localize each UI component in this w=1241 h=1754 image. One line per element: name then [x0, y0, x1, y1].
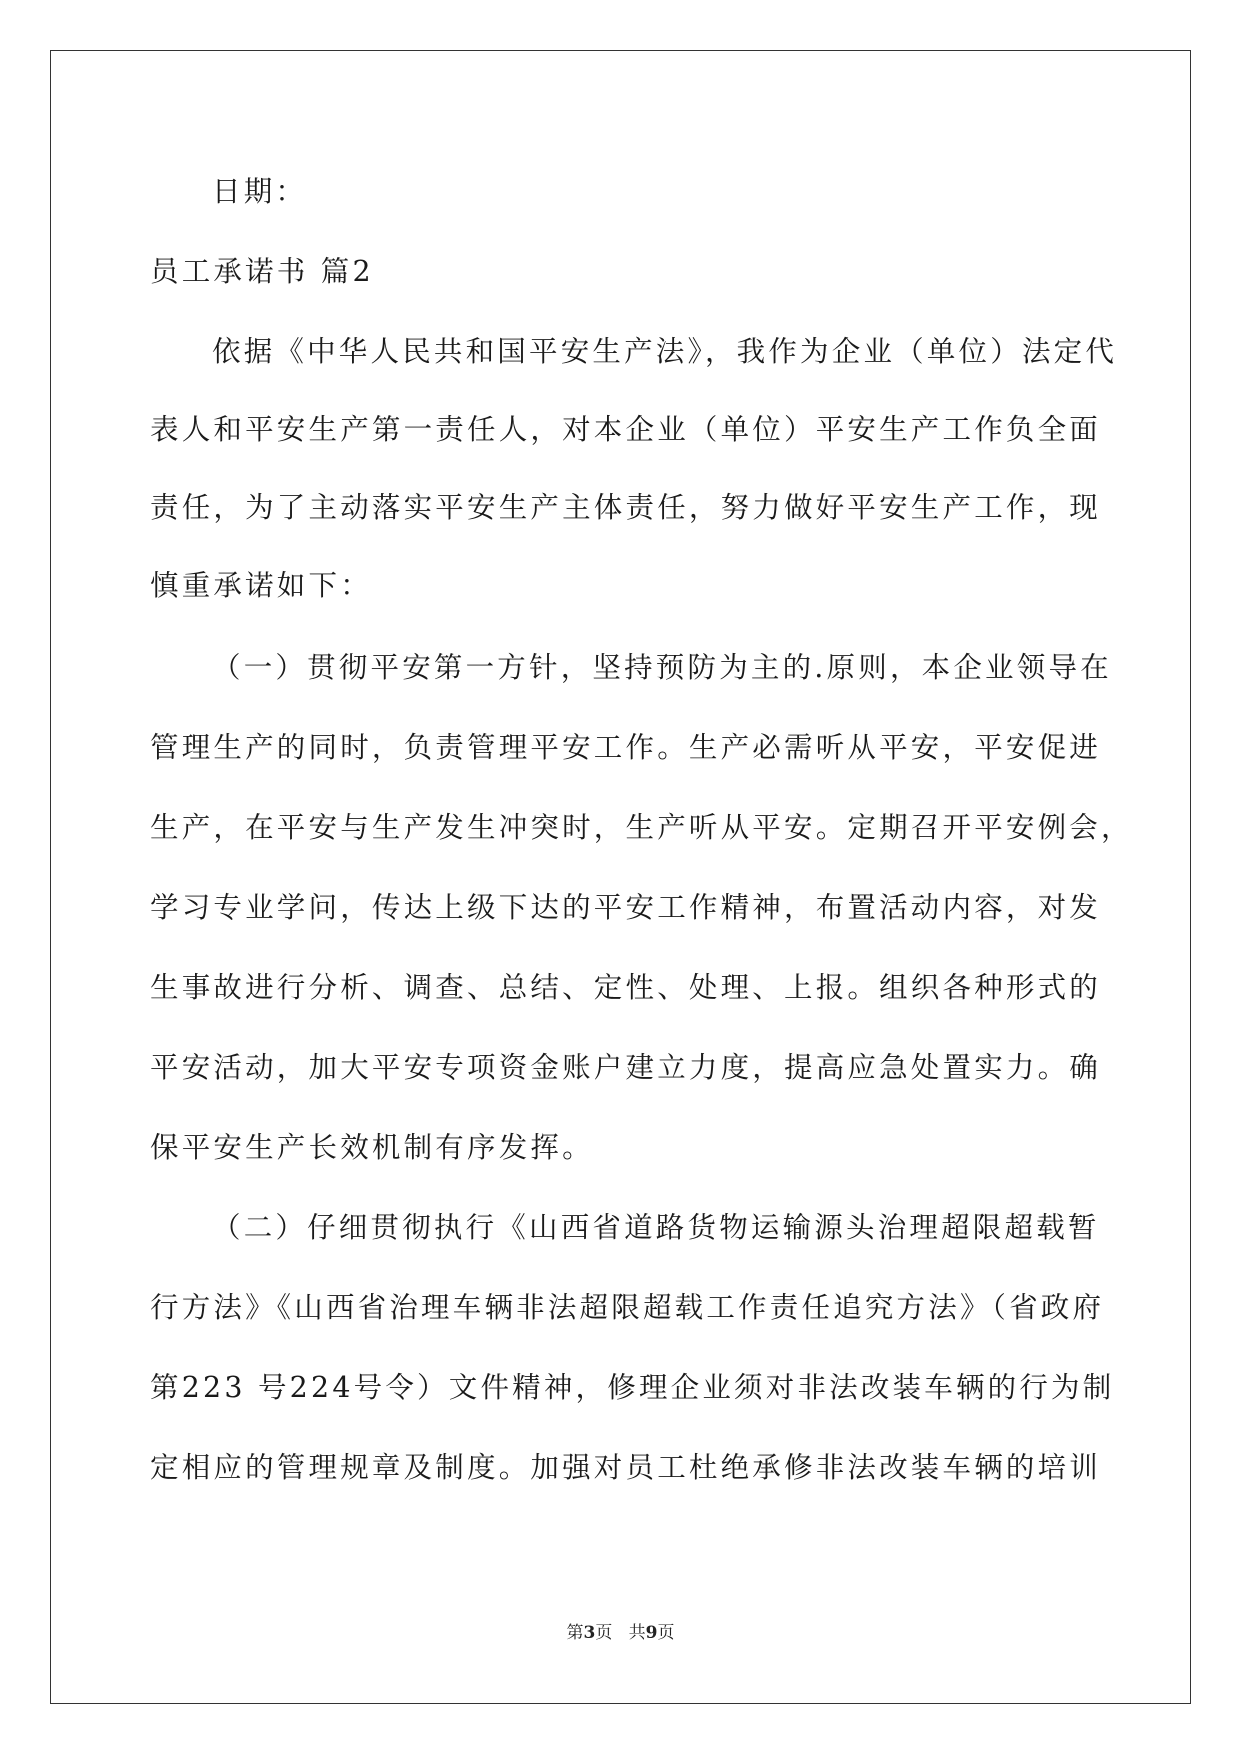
paragraph-line: 平安活动，加大平安专项资金账户建立力度，提高应急处置实力。确	[150, 1051, 1102, 1084]
page-footer	[0, 1622, 1241, 1644]
current-page-number: 3	[583, 1623, 596, 1643]
paragraph-line: （二）仔细贯彻执行《山西省道路货物运输源头治理超限超载暂	[212, 1211, 1100, 1244]
page-suffix: 页	[595, 1623, 613, 1643]
paragraph-line: 慎重承诺如下：	[150, 569, 372, 602]
paragraph-line: 生产，在平安与生产发生冲突时，生产听从平安。定期召开平安例会，	[150, 811, 1133, 844]
paragraph-line: 第223 号224号令）文件精神，修理企业须对非法改装车辆的行为制	[150, 1371, 1115, 1404]
paragraph-line: （一）贯彻平安第一方针，坚持预防为主的.原则，本企业领导在	[212, 651, 1112, 684]
paragraph-line: 表人和平安生产第一责任人，对本企业（单位）平安生产工作负全面	[150, 413, 1102, 446]
section-heading: 员工承诺书 篇2	[150, 255, 374, 288]
paragraph-line: 保平安生产长效机制有序发挥。	[150, 1131, 594, 1164]
total-suffix: 页	[657, 1623, 675, 1643]
paragraph-line: 学习专业学问，传达上级下达的平安工作精神，布置活动内容，对发	[150, 891, 1102, 924]
total-prefix: 共	[628, 1623, 646, 1643]
paragraph-line: 管理生产的同时，负责管理平安工作。生产必需听从平安，平安促进	[150, 731, 1102, 764]
paragraph-line: 依据《中华人民共和国平安生产法》，我作为企业（单位）法定代	[212, 335, 1118, 368]
paragraph-line: 生事故进行分析、调查、总结、定性、处理、上报。组织各种形式的	[150, 971, 1102, 1004]
paragraph-line: 行方法》《山西省治理车辆非法超限超载工作责任追究方法》（省政府	[150, 1291, 1105, 1324]
date-label: 日期：	[212, 175, 308, 208]
total-page-number: 9	[645, 1623, 658, 1643]
paragraph-line: 定相应的管理规章及制度。加强对员工杜绝承修非法改装车辆的培训	[150, 1451, 1102, 1484]
paragraph-line: 责任，为了主动落实平安生产主体责任，努力做好平安生产工作，现	[150, 491, 1102, 524]
page-prefix: 第	[566, 1623, 584, 1643]
